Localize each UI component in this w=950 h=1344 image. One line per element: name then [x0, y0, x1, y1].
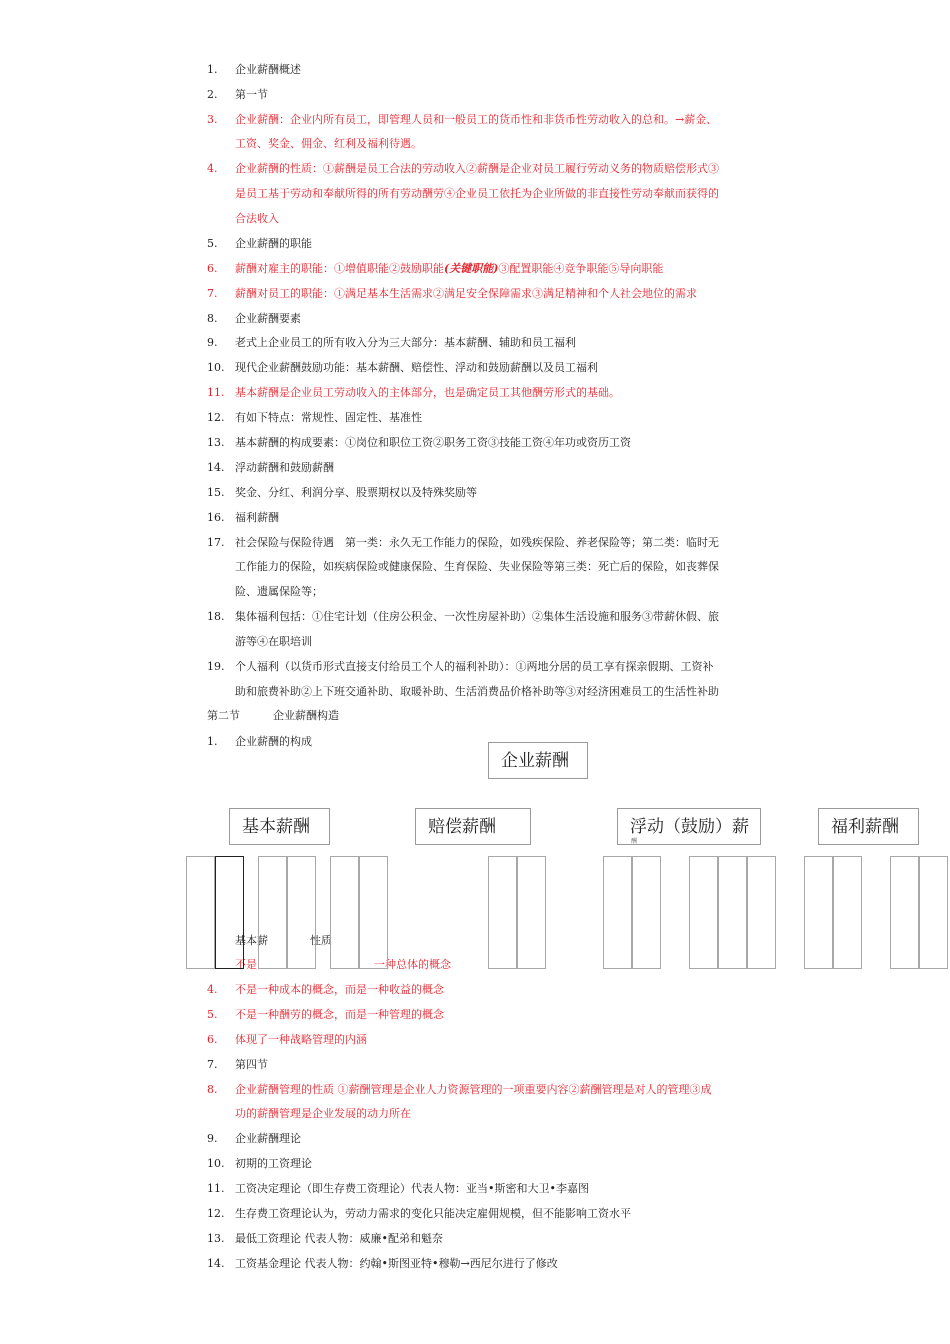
- list-item-main-text: 浮动薪酬和鼓励薪酬: [235, 461, 334, 474]
- diagram-box-variable: 浮动（鼓励）薪: [617, 808, 761, 845]
- diagram-column: [833, 856, 862, 969]
- diagram-column: [919, 856, 948, 969]
- list-item-main-text: 初期的工资理论: [235, 1157, 312, 1170]
- diagram-box-welfare: 福利薪酬: [818, 808, 919, 845]
- list-item-number: 13.: [207, 1232, 225, 1245]
- diagram-overflow-text: 酬: [631, 838, 638, 845]
- list-item-text: [235, 88, 268, 102]
- list-item-main-text: 不是一种成本的概念，而是一种收益的概念: [235, 983, 444, 996]
- list-item-text: [235, 262, 663, 276]
- partial-text: 性质: [310, 934, 332, 947]
- list-item-number: 14.: [207, 1257, 225, 1270]
- list-item-number: 10.: [207, 1157, 225, 1170]
- partial-text: 基本薪: [235, 934, 268, 947]
- list-item-main-text: 社会保险与保险待遇 第一类：永久无工作能力的保险，如残疾保险、养老保险等；第二类：临时无: [235, 536, 719, 549]
- list-item-main-text: 集体福利包括：①住宅计划（住房公积金、一次性房屋补助）②集体生活设施和服务③带薪休假、旅: [235, 610, 719, 623]
- diagram-column: [186, 856, 215, 969]
- section-label: 第二节: [207, 709, 240, 722]
- list-item-main-text: 第一节: [235, 88, 268, 101]
- list-item-text: [235, 312, 301, 326]
- list-item-number: 12.: [207, 411, 225, 424]
- diagram-column: [287, 856, 316, 969]
- list-item-main-text: 第四节: [235, 1058, 268, 1071]
- list-item-number: 14.: [207, 461, 225, 474]
- list-item-continuation: 助和旅费补助②上下班交通补助、取暖补助、生活消费品价格补助等③对经济困难员工的生活性补助: [235, 685, 719, 698]
- list-item-number: 13.: [207, 436, 225, 449]
- diagram-box-basic: 基本薪酬: [229, 808, 330, 845]
- list-item-continuation: 是员工基于劳动和奉献所得的所有劳动酬劳④企业员工依托为企业所做的非直接性劳动奉献而获得的: [235, 187, 719, 200]
- list-item-number: 9.: [207, 1132, 218, 1145]
- list-item-text: [235, 1058, 268, 1072]
- list-item-main-text: 薪酬对雇主的职能：①增值职能②鼓励职能: [235, 262, 444, 275]
- list-item-text: [235, 1182, 589, 1196]
- list-item-text: [235, 1157, 312, 1171]
- list-item-main-text: 生存费工资理论认为，劳动力需求的变化只能决定雇佣规模，但不能影响工资水平: [235, 1207, 631, 1220]
- list-item-text: [235, 610, 719, 624]
- diagram-column: [359, 856, 388, 969]
- list-item-text: [235, 536, 719, 550]
- diagram-column: [718, 856, 747, 969]
- list-item-main-text: 福利薪酬: [235, 511, 279, 524]
- list-item-continuation: 险、遗属保险等；: [235, 585, 323, 598]
- list-item-number: 11.: [207, 1182, 225, 1195]
- list-item-main-text: 企业薪酬要素: [235, 312, 301, 325]
- list-item-text: [235, 1232, 443, 1246]
- list-item-number: 5.: [207, 1008, 218, 1021]
- list-item-text: [235, 1033, 367, 1047]
- list-item-number: 16.: [207, 511, 225, 524]
- list-item-main-text: 最低工资理论 代表人物：威廉•配弟和魁奈: [235, 1232, 443, 1245]
- list-item-text-tail: ③配置职能④竞争职能⑤导向职能: [498, 262, 664, 275]
- list-item-main-text: 奖金、分红、利润分享、股票期权以及特殊奖励等: [235, 486, 477, 499]
- list-item-number: 8.: [207, 312, 218, 325]
- list-item-number: 9.: [207, 336, 218, 349]
- diagram-column: [632, 856, 661, 969]
- list-item-text: [235, 361, 598, 375]
- list-item-text: [235, 436, 631, 450]
- list-item-number: 5.: [207, 237, 218, 250]
- list-item-main-text: 工资决定理论（即生存费工资理论）代表人物：亚当•斯密和大卫•李嘉图: [235, 1182, 589, 1195]
- list-item-main-text: 薪酬对员工的职能：①满足基本生活需求②满足安全保障需求③满足精神和个人社会地位的需求: [235, 287, 697, 300]
- list-item-main-text: 个人福利（以货币形式直接支付给员工个人的福利补助）：①两地分居的员工享有探亲假期、工资补: [235, 660, 714, 673]
- list-item-number: 10.: [207, 361, 225, 374]
- list-item-number: 18.: [207, 610, 225, 623]
- section-heading: [207, 709, 339, 723]
- list-item-main-text: 企业薪酬的职能: [235, 237, 312, 250]
- diagram-box-compensation: 赔偿薪酬: [415, 808, 531, 845]
- list-item-number: 4.: [207, 162, 218, 175]
- list-item-main-text: 现代企业薪酬鼓励功能：基本薪酬、赔偿性、浮动和鼓励薪酬以及员工福利: [235, 361, 598, 374]
- list-item-main-text: 不是一种酬劳的概念，而是一种管理的概念: [235, 1008, 444, 1021]
- list-item-text: [235, 287, 697, 301]
- partial-text: 不是: [235, 958, 257, 971]
- list-item-text: [235, 411, 422, 425]
- list-item-main-text: 企业薪酬的构成: [235, 735, 312, 748]
- list-item-number: 8.: [207, 1083, 218, 1096]
- list-item-text: [235, 1257, 558, 1271]
- diagram-column: [890, 856, 919, 969]
- list-item-text: [235, 1008, 444, 1022]
- list-item-text: [235, 511, 279, 525]
- diagram-column: [258, 856, 287, 969]
- list-item-main-text: 老式上企业员工的所有收入分为三大部分：基本薪酬、辅助和员工福利: [235, 336, 576, 349]
- list-item-main-text: 基本薪酬的构成要素：①岗位和职位工资②职务工资③技能工资④年功或资历工资: [235, 436, 631, 449]
- list-item-number: 12.: [207, 1207, 225, 1220]
- list-item-text: [235, 1083, 712, 1097]
- list-item-text: [235, 1132, 301, 1146]
- diagram-root-box: 企业薪酬: [488, 742, 588, 779]
- list-item-continuation: 合法收入: [235, 212, 279, 225]
- list-item-main-text: 体现了一种战略管理的内涵: [235, 1033, 367, 1046]
- list-item-text: [235, 461, 334, 475]
- list-item-main-text: 基本薪酬是企业员工劳动收入的主体部分，也是确定员工其他酬劳形式的基础。: [235, 386, 620, 399]
- list-item-number: 17.: [207, 536, 225, 549]
- list-item-number: 7.: [207, 287, 218, 300]
- list-item-number: 7.: [207, 1058, 218, 1071]
- list-item-main-text: 工资基金理论 代表人物：约翰•斯图亚特•穆勒→西尼尔进行了修改: [235, 1257, 558, 1270]
- list-item-number: 19.: [207, 660, 225, 673]
- list-item-text: [235, 1207, 631, 1221]
- list-item-main-text: 企业薪酬概述: [235, 63, 301, 76]
- list-item-text: [235, 660, 714, 674]
- diagram-column-selected: [215, 856, 244, 969]
- list-item-number: 15.: [207, 486, 225, 499]
- list-item-continuation: 功的薪酬管理是企业发展的动力所在: [235, 1107, 411, 1120]
- list-item-continuation: 游等④在职培训: [235, 635, 312, 648]
- diagram-column: [804, 856, 833, 969]
- diagram-column: [330, 856, 359, 969]
- list-item-text: [235, 336, 576, 350]
- list-item-number: 1.: [207, 63, 218, 76]
- diagram-column: [747, 856, 776, 969]
- list-item-emphasis: (关键职能): [444, 262, 499, 275]
- list-item-number: 6.: [207, 262, 218, 275]
- list-item-text: [235, 113, 717, 127]
- diagram-column: [488, 856, 517, 969]
- list-item-text: [235, 983, 444, 997]
- list-item-number: 4.: [207, 983, 218, 996]
- list-item-number: 11.: [207, 386, 225, 399]
- diagram-column: [517, 856, 546, 969]
- list-item-number: 1.: [207, 735, 218, 748]
- partial-text: 一种总体的概念: [374, 958, 451, 971]
- list-item-text: [235, 237, 312, 251]
- list-item-main-text: 企业薪酬：企业内所有员工，即管理人员和一般员工的货币性和非货币性劳动收入的总和。→薪金、: [235, 113, 718, 126]
- list-item-main-text: 企业薪酬理论: [235, 1132, 301, 1145]
- list-item-main-text: 企业薪酬的性质：①薪酬是员工合法的劳动收入②薪酬是企业对员工履行劳动义务的物质赔偿形式③: [235, 162, 719, 175]
- list-item-continuation: 工作能力的保险，如疾病保险或健康保险、生育保险、失业保险等第三类：死亡后的保险，如丧葬保: [235, 560, 719, 573]
- list-item-text: [235, 386, 620, 400]
- section-title: 企业薪酬构造: [273, 709, 339, 722]
- list-item-text: [235, 162, 719, 176]
- list-item-continuation: 工资、奖金、佣金、红利及福利待遇。: [235, 137, 422, 150]
- list-item-text: [235, 63, 301, 77]
- list-item-number: 6.: [207, 1033, 218, 1046]
- list-item-text: [235, 735, 312, 749]
- diagram-column: [603, 856, 632, 969]
- list-item-text: [235, 486, 477, 500]
- list-item-main-text: 有如下特点：常规性、固定性、基准性: [235, 411, 422, 424]
- list-item-number: 2.: [207, 88, 218, 101]
- list-item-number: 3.: [207, 113, 218, 126]
- diagram-column: [689, 856, 718, 969]
- list-item-main-text: 企业薪酬管理的性质 ①薪酬管理是企业人力资源管理的一项重要内容②薪酬管理是对人的管理③成: [235, 1083, 712, 1096]
